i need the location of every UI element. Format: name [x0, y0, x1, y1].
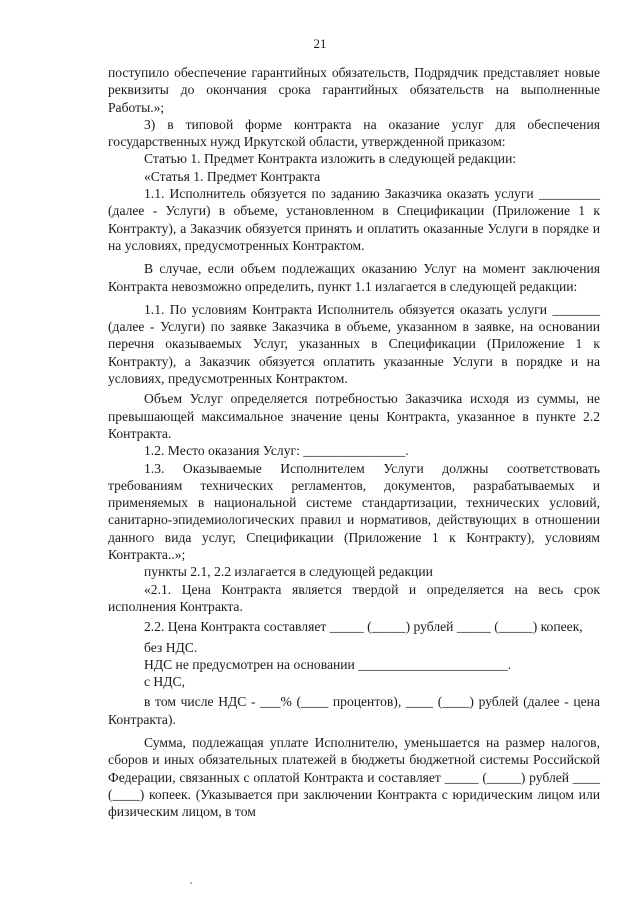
paragraph-vat-amount: в том числе НДС - ___% (____ процентов), ____ (____) рублей (далее - цена Контракта).: [108, 694, 600, 727]
paragraph-continuation: поступило обеспечение гарантийных обязательств, Подрядчик представляет новые реквизиты до окончания срока гарантийных обязательств на выполненные Работы.»;: [108, 65, 600, 115]
paragraph-clauses-2-intro: пункты 2.1, 2.2 излагается в следующей редакции: [144, 564, 433, 580]
paragraph-no-vat: без НДС.: [144, 639, 198, 655]
document-body: [108, 64, 600, 820]
paragraph-clause-1-2: 1.2. Место оказания Услуг: _______________.: [144, 443, 409, 459]
paragraph-article-1-heading: «Статья 1. Предмет Контракта: [144, 168, 321, 184]
paragraph-clause-2-1: «2.1. Цена Контракта является твердой и определяется на весь срок исполнения Контракта.: [108, 581, 600, 614]
paragraph-clause-1-1-alt: 1.1. По условиям Контракта Исполнитель обязуется оказать услуги _______ (далее - Услуги) по заявке Заказчика в объеме, указанном в заявке, на основании перечня оказываемых Услуг, указанных в Спецификации (Приложение 1 к Контракту), а Заказчик обязуется оплатить указанные Услуги в порядке и на условиях, предусмотренных Контрактом.: [108, 301, 600, 387]
scan-speck: [190, 882, 192, 884]
paragraph-clause-2-2: 2.2. Цена Контракта составляет _____ (_____) рублей _____ (_____) копеек,: [144, 619, 583, 635]
paragraph-amount-reduced: Сумма, подлежащая уплате Исполнителю, уменьшается на размер налогов, сборов и иных обязательных платежей в бюджеты бюджетной системы Российской Федерации, связанных с оплатой Контракта и составляет _____ (_____) рублей ____ (____) копеек. (Указывается при заключении Контракта с юридическим лицом или физическим лицом, в том: [108, 734, 600, 820]
paragraph-article-1-intro: Статью 1. Предмет Контракта изложить в следующей редакции:: [144, 151, 517, 167]
paragraph-clause-1-1: 1.1. Исполнитель обязуется по заданию Заказчика оказать услуги _________ (далее - Услуги) в объеме, установленном в Спецификации (Приложение 1 к Контракту), а Заказчик обязуется принять и оплатить оказанные Услуги в порядке и на условиях, предусмотренных Контрактом.: [108, 186, 600, 253]
paragraph-clause-1-3: 1.3. Оказываемые Исполнителем Услуги должны соответствовать требованиям технических регламентов, документов, разрабатываемых и применяемых в национальной системе стандартизации, технических условий, санитарно-эпидемиологических правил и нормативов, действующих в отношении данного вида услуг, Спецификации (Приложение 1 к Контракту), условиям Контракта..»;: [108, 460, 600, 563]
paragraph-vat-not-applicable: НДС не предусмотрен на основании ______________________.: [144, 656, 512, 672]
paragraph-item-3: 3) в типовой форме контракта на оказание услуг для обеспечения государственных нужд Иркутской области, утвержденной приказом:: [108, 116, 600, 150]
paragraph-with-vat: с НДС,: [144, 674, 185, 690]
paragraph-volume-undetermined: В случае, если объем подлежащих оказанию Услуг на момент заключения Контракта невозможно определить, пункт 1.1 излагается в следующей редакции:: [108, 261, 600, 294]
paragraph-volume-definition: Объем Услуг определяется потребностью Заказчика исходя из суммы, не превышающей максимальное значение цены Контракта, указанное в пункте 2.2 Контракта.: [108, 391, 600, 441]
page-number: 21: [313, 36, 327, 51]
